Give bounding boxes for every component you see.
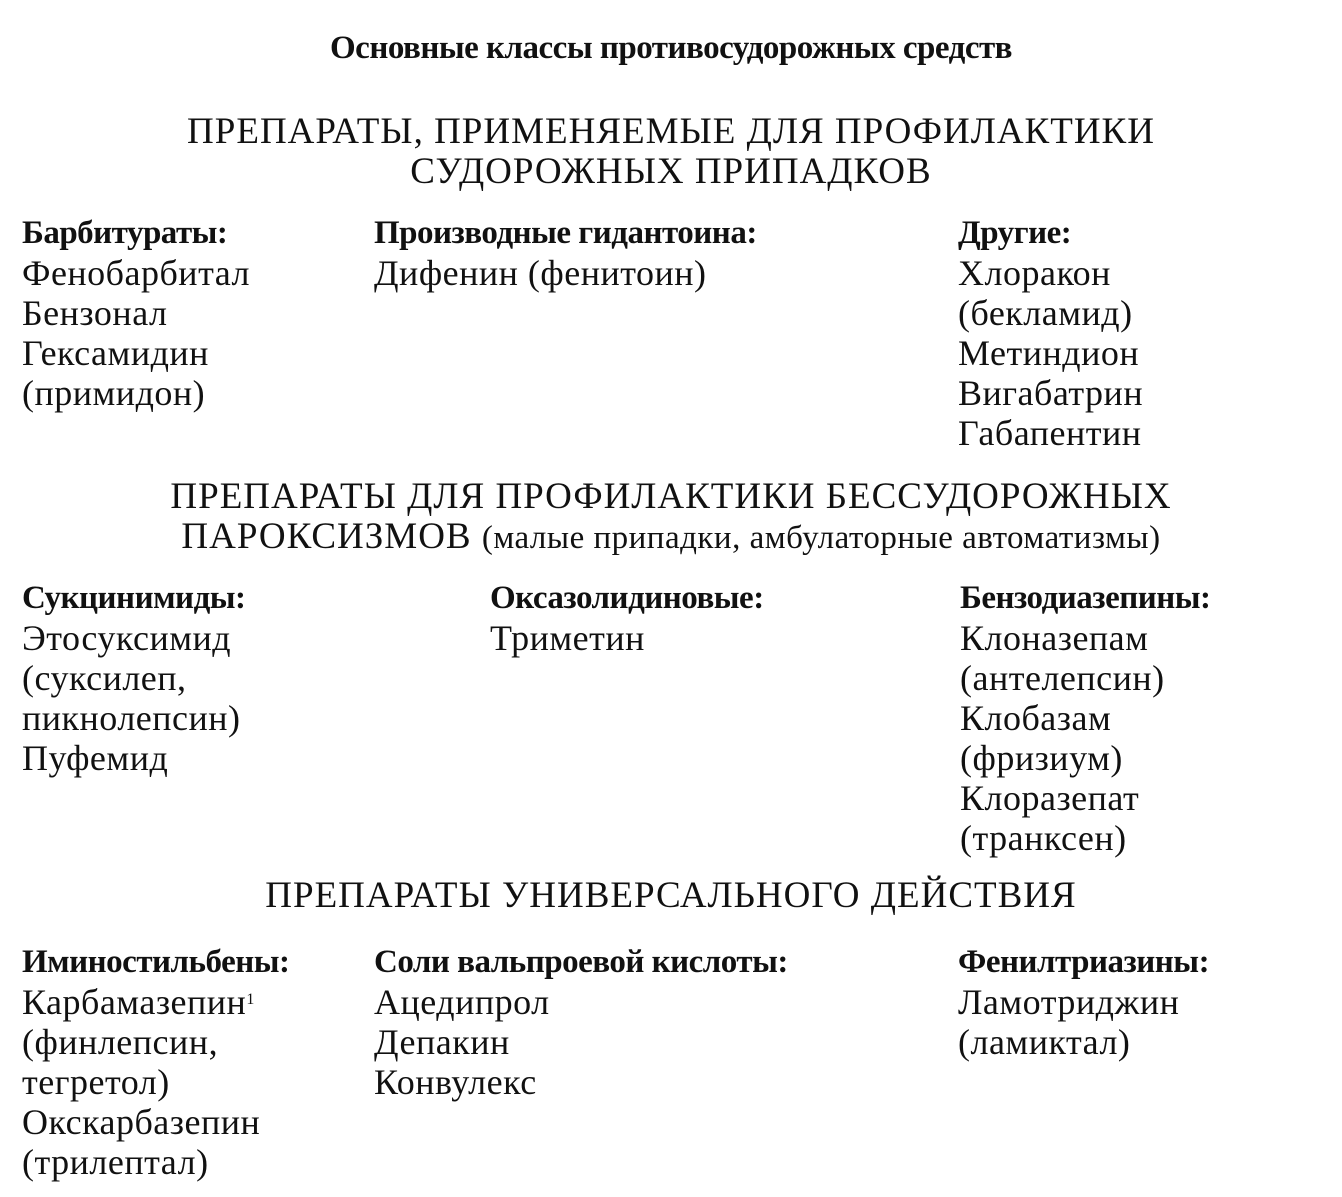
list-item: Вигабатрин	[958, 373, 1144, 413]
list-item: Метиндион	[958, 333, 1140, 373]
footnote-marker: 1	[246, 991, 255, 1008]
list-item: Фенобарбитал	[22, 253, 250, 293]
section-heading-universal	[0, 876, 1342, 916]
list-item: Ламотриджин	[958, 982, 1180, 1022]
column-header: Другие:	[958, 215, 1072, 251]
list-item: Дифенин (фенитоин)	[374, 253, 707, 293]
list-item: Триметин	[490, 618, 645, 658]
column-header: Фенилтриазины:	[958, 944, 1210, 980]
list-item: Хлоракон	[958, 253, 1111, 293]
list-item: Клобазам	[960, 698, 1112, 738]
column-barbiturates	[22, 213, 250, 413]
column-header: Оксазолидиновые:	[490, 580, 764, 616]
list-item	[22, 982, 290, 1022]
list-item: Бензонал	[22, 293, 168, 333]
column-valproates	[374, 942, 788, 1102]
list-item: (ламиктал)	[958, 1022, 1131, 1062]
column-header: Иминостильбены:	[22, 944, 290, 980]
column-benzodiazepines	[960, 578, 1211, 858]
section-heading-line2: ПАРОКСИЗМОВ	[181, 516, 472, 557]
list-item: (финлепсин,	[22, 1022, 219, 1062]
list-item: Пуфемид	[22, 738, 169, 778]
column-succinimides	[22, 578, 246, 778]
list-item: Конвулекс	[374, 1062, 537, 1102]
list-item: (антелепсин)	[960, 658, 1165, 698]
section-heading-line2: СУДОРОЖНЫХ ПРИПАДКОВ	[410, 151, 932, 192]
list-item: Клоназепам	[960, 618, 1149, 658]
section-heading-nonconvulsive	[0, 477, 1342, 558]
list-item-text: Карбамазепин	[22, 982, 247, 1022]
section-heading-prevention-seizures	[0, 112, 1342, 192]
column-header: Соли вальпроевой кислоты:	[374, 944, 788, 980]
list-item: пикнолепсин)	[22, 698, 241, 738]
list-item: (транксен)	[960, 818, 1127, 858]
column-header: Бензодиазепины:	[960, 580, 1211, 616]
list-item: Этосуксимид	[22, 618, 232, 658]
list-item: Депакин	[374, 1022, 510, 1062]
list-item: (суксилеп,	[22, 658, 187, 698]
list-item: (бекламид)	[958, 293, 1133, 333]
list-item: Окскарбазепин	[22, 1102, 261, 1142]
column-hydantoin-derivatives	[374, 213, 757, 293]
section-heading-note: (малые припадки, амбулаторные автоматизмы)	[481, 520, 1161, 556]
column-oxazolidines	[490, 578, 764, 658]
column-header: Сукцинимиды:	[22, 580, 246, 616]
list-item: (примидон)	[22, 373, 206, 413]
list-item: (трилептал)	[22, 1142, 209, 1182]
section-heading-line1: ПРЕПАРАТЫ УНИВЕРСАЛЬНОГО ДЕЙСТВИЯ	[265, 875, 1077, 916]
list-item: (фризиум)	[960, 738, 1123, 778]
list-item: тегретол)	[22, 1062, 170, 1102]
section-heading-line1: ПРЕПАРАТЫ ДЛЯ ПРОФИЛАКТИКИ БЕССУДОРОЖНЫХ	[170, 476, 1172, 517]
column-header: Производные гидантоина:	[374, 215, 757, 251]
list-item: Габапентин	[958, 413, 1142, 453]
column-phenyltriazines	[958, 942, 1209, 1062]
section-heading-line2-wrap	[0, 517, 1342, 558]
list-item: Гексамидин	[22, 333, 209, 373]
column-iminostilbenes	[22, 942, 290, 1182]
document-title: Основные классы противосудорожных средств	[330, 30, 1012, 66]
column-header: Барбитураты:	[22, 215, 228, 251]
section-heading-line1: ПРЕПАРАТЫ, ПРИМЕНЯЕМЫЕ ДЛЯ ПРОФИЛАКТИКИ	[187, 111, 1155, 152]
list-item: Клоразепат	[960, 778, 1140, 818]
column-other	[958, 213, 1143, 453]
list-item: Ацедипрол	[374, 982, 550, 1022]
